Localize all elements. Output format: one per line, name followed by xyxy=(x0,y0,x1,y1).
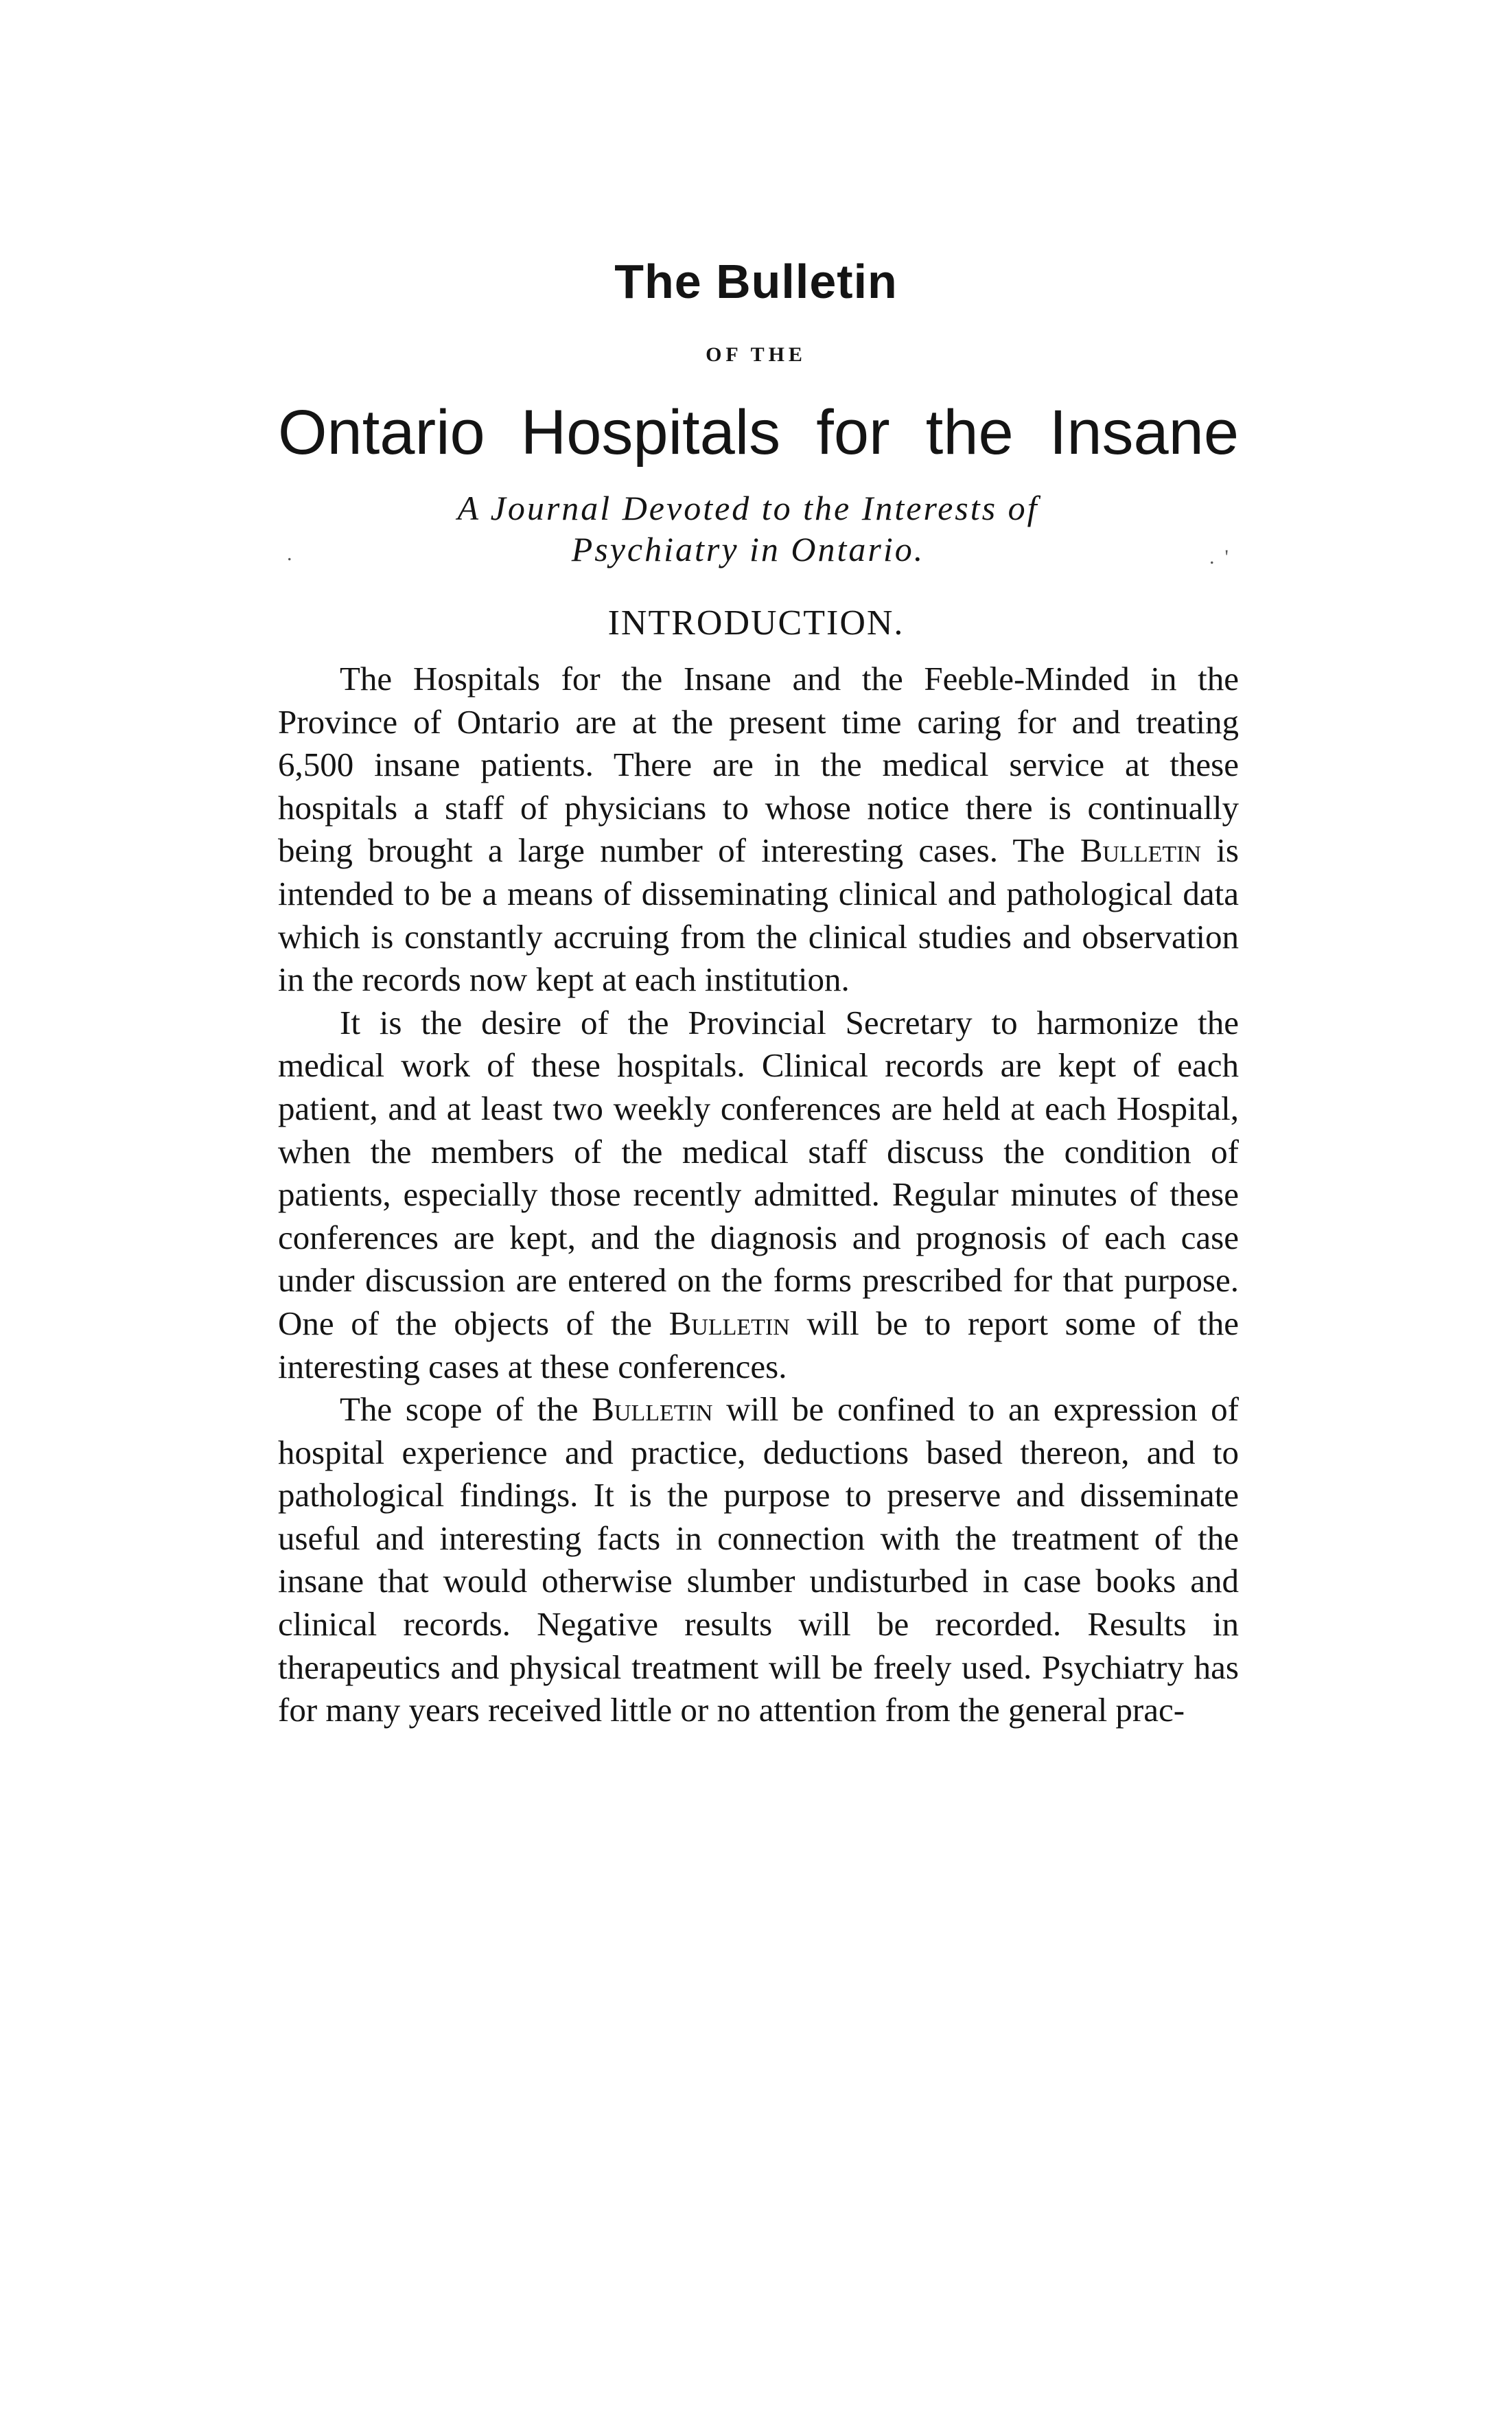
bulletin-name: Bulletin xyxy=(592,1390,713,1429)
bulletin-name: Bulletin xyxy=(668,1304,790,1342)
of-the-label: OF THE xyxy=(706,343,806,366)
paragraph-3-text-b: will be confined to an expression of hospital experience and practice, deductions based thereon, and to pathological findings. It is the purpose to preserve and disseminate useful and interesting facts in connection with the treatment of the insane that would otherwise slumber undisturbed in case books and clinical records. Negative results will be recorded. Results in therapeutics and physical treatment will be freely used. Psychiatry has for many years received little or no attention from the general prac- xyxy=(278,1390,1239,1729)
publication-name: Ontario Hospitals for the Insane xyxy=(278,397,1239,468)
paragraph-2 xyxy=(278,1002,1239,1388)
publication-subtitle xyxy=(371,487,1126,570)
paragraph-1-text-a: The Hospitals for the Insane and the Feeble-Minded in the Province of Ontario are at the present time caring for and treating 6,500 insane patients. There are in the medical service at these hospitals a staff of physicians to whose notice there is continually being brought a large number of interesting cases. The xyxy=(278,660,1239,870)
bulletin-name: Bulletin xyxy=(1080,831,1202,870)
paragraph-1 xyxy=(278,658,1239,1002)
print-speck: . ' xyxy=(1209,546,1229,568)
paragraph-3 xyxy=(278,1388,1239,1732)
subtitle-line-1: A Journal Devoted to the Interests of xyxy=(457,489,1039,527)
paragraph-2-text-b: will be to report some of the interesting cases at these conferences. xyxy=(278,1304,1239,1385)
subtitle-line-2: Psychiatry in Ontario. xyxy=(571,530,925,568)
paragraph-2-text-a: It is the desire of the Provincial Secretary to harmonize the medical work of these hospitals. Clinical records are kept of each patient, and at least two weekly conferences are held at each Hospital, when the members of the medical staff discuss the condition of patients, especially those recently admitted. Regular minutes of these conferences are kept, and the diagnosis and prognosis of each case under discussion are entered on the forms prescribed for that purpose. One of the objects of the xyxy=(278,1003,1239,1342)
paragraph-1-text-b: is intended to be a means of disseminating clinical and pathological data which is constantly accruing from the clinical studies and observation in the records now kept at each institution. xyxy=(278,831,1239,999)
article-body xyxy=(278,658,1239,1732)
bulletin-title: The Bulletin xyxy=(614,255,898,308)
paragraph-3-text-a: The scope of the xyxy=(340,1390,592,1429)
section-heading: INTRODUCTION. xyxy=(607,603,905,643)
print-speck: . xyxy=(287,542,292,565)
